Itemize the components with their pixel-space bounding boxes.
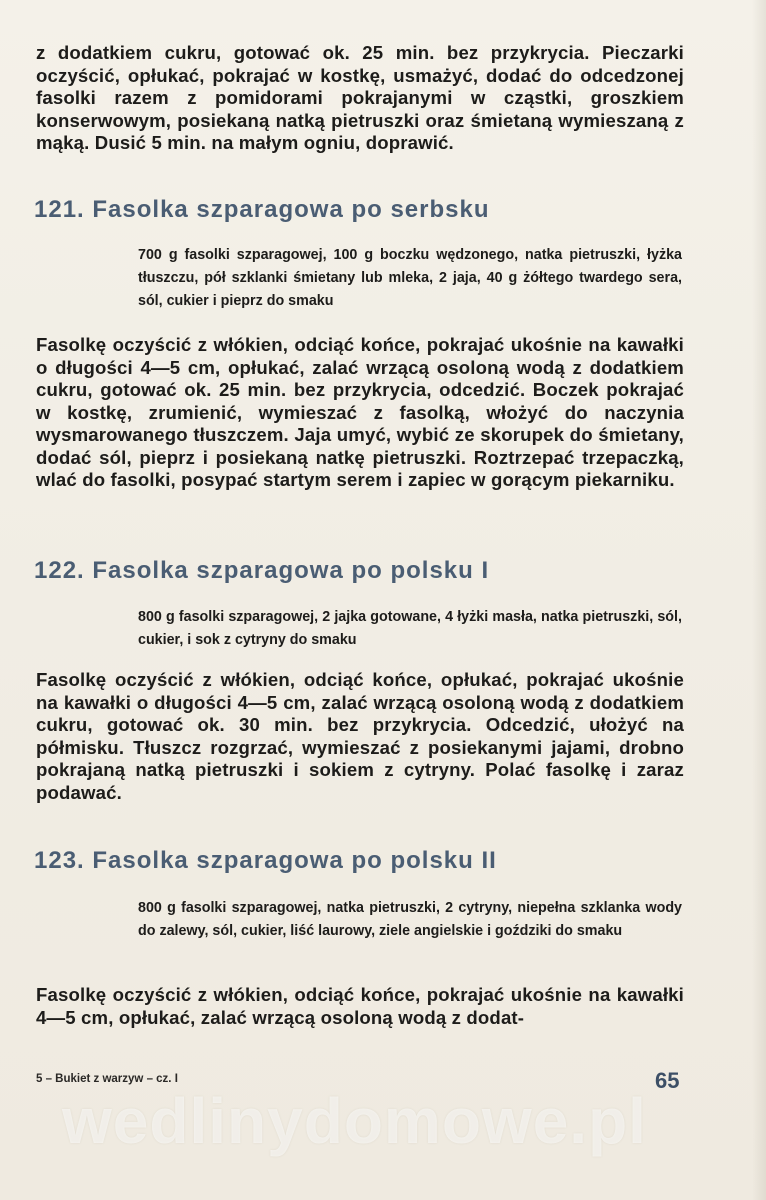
intro-paragraph: z dodatkiem cukru, gotować ok. 25 min. bez przykrycia. Pieczarki oczyścić, opłukać, pokrajać w kostkę, usmażyć, dodać do odcedzonej fasolki razem z pomidorami pokrajanymi w cząstki, groszkiem konserwowym, posiekaną natką pietruszki oraz śmietaną wymieszaną z mąką. Dusić 5 min. na małym ogniu, doprawić.	[36, 42, 684, 153]
recipe-122-title: 122. Fasolka szparagowa po polsku I	[34, 557, 490, 584]
page-edge-shadow	[752, 0, 766, 1200]
recipe-123-instructions: Fasolkę oczyścić z włókien, odciąć końce, pokrajać ukośnie na kawałki 4—5 cm, opłukać, zalać wrzącą osoloną wodą z dodat-	[36, 984, 684, 1028]
recipe-123-ingredients: 800 g fasolki szparagowej, natka pietruszki, 2 cytryny, niepełna szklanka wody do zalewy, sól, cukier, liść laurowy, ziele angielskie i goździki do smaku	[138, 900, 682, 939]
watermark: wedlinydomowe.pl	[62, 1085, 647, 1157]
recipe-121-ingredients: 700 g fasolki szparagowej, 100 g boczku wędzonego, natka pietruszki, łyżka tłuszczu, pół szklanki śmietany lub mleka, 2 jaja, 40 g żółtego twardego sera, sól, cukier i pieprz do smaku	[138, 247, 682, 309]
recipe-121-instructions: Fasolkę oczyścić z włókien, odciąć końce, pokrajać ukośnie na kawałki o długości 4—5 cm, opłukać, zalać wrzącą osoloną wodą z dodatkiem cukru, gotować ok. 25 min. bez przykrycia, odcedzić. Boczek pokrajać w kostkę, zrumienić, wymieszać z fasolką, włożyć do naczynia wysmarowanego tłuszczem. Jaja umyć, wybić ze skorupek do śmietany, dodać sól, pieprz i posiekaną natkę pietruszki. Roztrzepać trzepaczką, wlać do fasolki, posypać startym serem i zapiec w gorącym piekarniku.	[36, 334, 684, 490]
recipe-122-instructions: Fasolkę oczyścić z włókien, odciąć końce, opłukać, pokrajać ukośnie na kawałki o długości 4—5 cm, zalać wrzącą osoloną wodą z dodatkiem cukru, gotować ok. 30 min. bez przykrycia. Odcedzić, ułożyć na półmisku. Tłuszcz rozgrzać, wymieszać z posiekanymi jajami, drobno pokrajaną natką pietruszki i sokiem z cytryny. Polać fasolkę i zaraz podawać.	[36, 669, 684, 803]
recipe-123-title: 123. Fasolka szparagowa po polsku II	[34, 847, 497, 874]
page-number: 65	[655, 1068, 680, 1093]
recipe-121-title: 121. Fasolka szparagowa po serbsku	[34, 196, 490, 223]
recipe-122-ingredients: 800 g fasolki szparagowej, 2 jajka gotowane, 4 łyżki masła, natka pietruszki, sól, cukier, i sok z cytryny do smaku	[138, 609, 682, 648]
footer-note: 5 – Bukiet z warzyw – cz. I	[36, 1073, 178, 1085]
